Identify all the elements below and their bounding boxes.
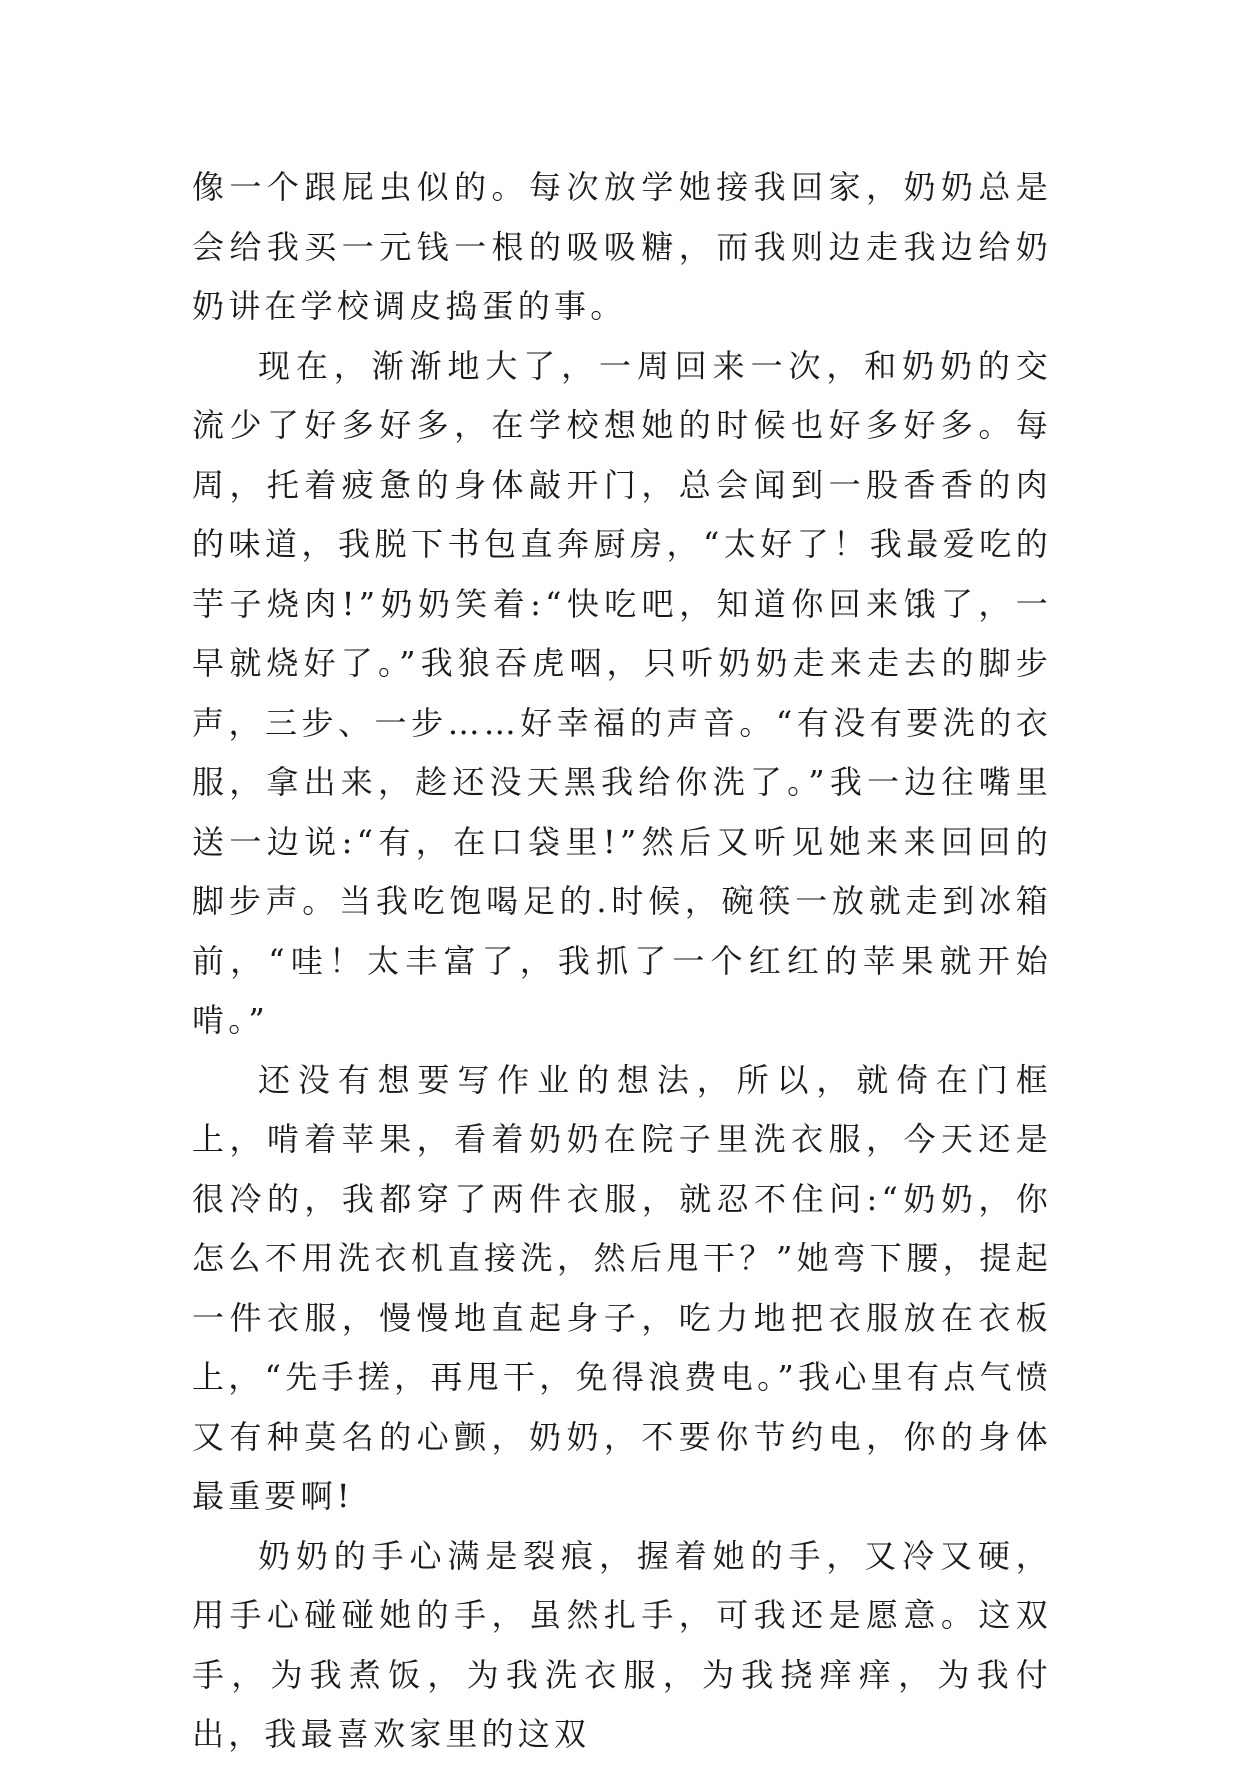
paragraph-2: 现在，渐渐地大了，一周回来一次，和奶奶的交流少了好多好多，在学校想她的时候也好多好多。每周，托着疲惫的身体敲开门，总会闻到一股香香的肉的味道，我脱下书包直奔厨房，“太好了！我最爱吃的芋子烧肉!”奶奶笑着:“快吃吧，知道你回来饿了，一早就烧好了。”我狼吞虎咽，只听奶奶走来走去的脚步声，三步、一步……好幸福的声音。“有没有要洗的衣服，拿出来，趁还没天黑我给你洗了。”我一边往嘴里送一边说:“有，在口袋里!”然后又听见她来来回回的脚步声。当我吃饱喝足的.时候，碗筷一放就走到冰箱前，“哇！太丰富了，我抓了一个红红的苹果就开始啃。” [192,346,1052,1039]
paragraph-1: 像一个跟屁虫似的。每次放学她接我回家，奶奶总是会给我买一元钱一根的吸吸糖，而我则边走我边给奶奶讲在学校调皮捣蛋的事。 [192,168,1052,325]
paragraph-3: 还没有想要写作业的想法，所以，就倚在门框上，啃着苹果，看着奶奶在院子里洗衣服，今天还是很冷的，我都穿了两件衣服，就忍不住问:“奶奶，你怎么不用洗衣机直接洗，然后甩干？”她弯下腰，提起一件衣服，慢慢地直起身子，吃力地把衣服放在衣板上，“先手搓，再甩干，免得浪费电。”我心里有点气愤又有种莫名的心颤，奶奶，不要你节约电，你的身体最重要啊! [192,1060,1052,1515]
paragraph-4: 奶奶的手心满是裂痕，握着她的手，又冷又硬，用手心碰碰她的手，虽然扎手，可我还是愿意。这双手，为我煮饭，为我洗衣服，为我挠痒痒，为我付出，我最喜欢家里的这双 [192,1536,1052,1753]
document-body [192,158,1052,1765]
